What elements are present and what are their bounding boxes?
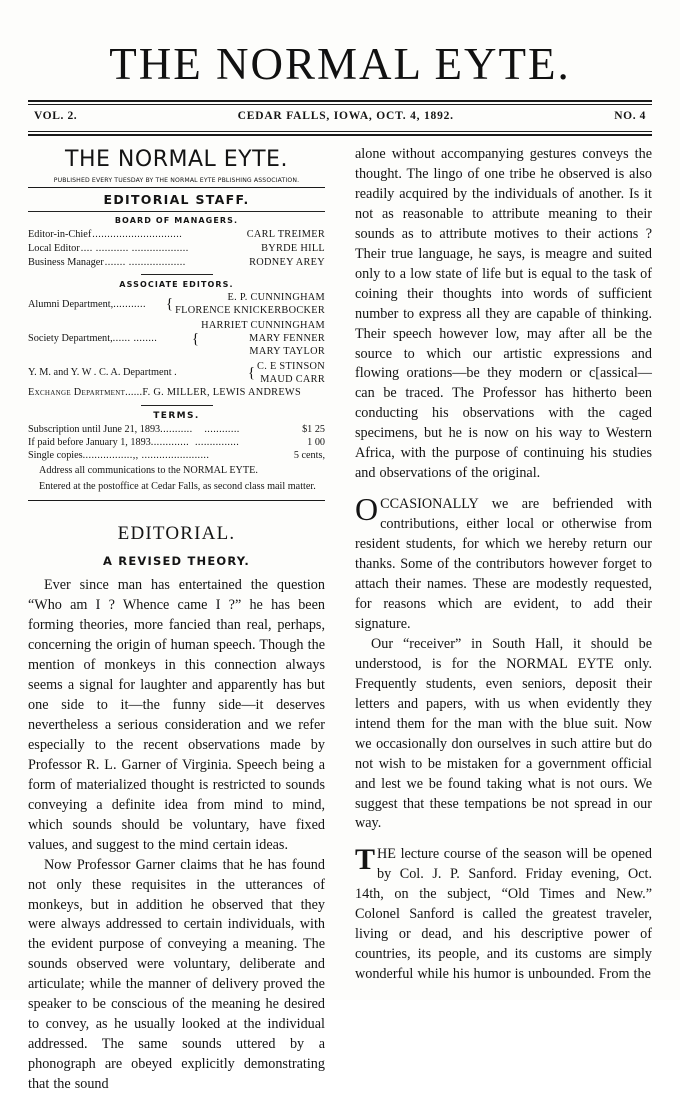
leader-dots: .................,, ....................... [82, 450, 210, 462]
associate-divider [141, 274, 213, 275]
associate-name: C. E STINSON [257, 361, 325, 373]
occasionally-paragraph [355, 491, 652, 635]
staff-row [28, 256, 325, 270]
staff-row [28, 242, 325, 256]
staff-divider [28, 211, 325, 212]
brace-icon: { [247, 365, 256, 382]
associate-name: MARY TAYLOR [249, 345, 325, 357]
leader-dots: .... ........... ................... [80, 242, 189, 254]
issue-line [28, 105, 652, 127]
terms-label: Single copies [28, 450, 83, 462]
associate-role: Alumni Department, [28, 298, 114, 310]
staff-role: Business Manager [28, 256, 104, 268]
staff-name: BYRDE HILL [261, 242, 325, 254]
address-note [28, 464, 325, 477]
brace-icon: { [165, 296, 174, 313]
article-paragraph: Ever since man has entertained the question “Who am I ? Whence came I ?” he has been forming theories, more fancied than real, perhaps, concerning the origin of human speech. Though the mention of monkeys in this connection always seems a signal for laughter and apparently has but one side to it—the funny side—it deserves nevertheless a serious consideration and we refer especially to the recent observations made by Professor R. L. Garner of Virginia. Speech being a form of materialized thought is restricted to sounds conveying a definite idea from mind to mind, which sounds should be voluntary, have fixed values, and suggest to the mind certain ideas. [28, 577, 325, 853]
terms-price: $1 25 [302, 423, 325, 435]
flag-title: THE NORMAL EYTE. [65, 147, 288, 172]
flag-divider [28, 187, 325, 188]
terms-row [28, 423, 325, 436]
right-column [340, 145, 652, 1005]
leader-dots: ....... ................... [104, 256, 186, 268]
staff-name: RODNEY AREY [249, 256, 325, 268]
staff-role: Local Editor [28, 242, 80, 254]
occasionally-text: we are befriended with contributions, either local or otherwise from resident students, for which we hereby return our thanks. Some of the contributors however forget to attach their names. These are modestly requested, for reasons which are evident, to add their signature. [355, 496, 652, 632]
associate-row [28, 320, 325, 358]
place-and-date: CEDAR FALLS, IOWA, OCT. 4, 1892. [237, 110, 454, 122]
terms-price: 5 cents, [293, 450, 325, 462]
article-continuation-paragraph: alone without accompanying gestures conveys the thought. The lingo of one tribe he observed is also readily acquired by the individuals of another. Is it not as reasonable to attribute meaning to their sounds as to attribute motives to their actions ? Their true language, he says, is meagre and suited only to a low state of life but is equal to the task of coining their thoughts into words of sufficient number to express all they are capable of thinking. Their speech however low, may after all be the source to which our artistic expressions and flowing orations—be they modern or c[assical—can be traced. The Professor has hitherto been conducting his observations with the caged specimens, but he is now on his way to Western Africa, with the purpose of continuing his studies and observations of the original. [355, 146, 652, 482]
masthead-box-bottom-rule [28, 500, 325, 501]
issue-number: NO. 4 [614, 110, 646, 122]
staff-name: CARL TREIMER [246, 229, 325, 240]
terms-heading: TERMS. [153, 410, 200, 421]
dropcap-t: T [355, 843, 376, 877]
associate-role: Society Department, [28, 332, 113, 344]
lecture-lead: HE [377, 846, 396, 863]
left-column [28, 145, 340, 1093]
terms-divider [141, 405, 213, 406]
lecture-course-paragraph [355, 845, 652, 985]
staff-row [28, 228, 325, 242]
entered-note-text: Entered at the postoffice at Cedar Falls, as second class mail matter. [39, 480, 316, 492]
associate-row [28, 361, 325, 386]
dropcap-o: O [355, 491, 379, 528]
terms-row [28, 436, 325, 449]
terms-label: Subscription until June 21, 1893 [28, 423, 161, 435]
article-paragraph: Now Professor Garner claims that he has found not only these requisites in the utterances of monkeys, but in addition he observed that they were always addressed to certain individuals, with the evident purpose of conveying a meaning. The sounds observed were voluntary, deliberate and articulate; while the manner of delivery proved the speaker to be conscious of the meaning he desired to convey, as he usually looked at the individual addressed. The same sounds uttered by a phonograph are obeyed explicitly demonstrating that the sound [28, 856, 325, 1093]
receiver-paragraph: Our “receiver” in South Hall, it should be understood, is for the NORMAL EYTE only. Frequently students, even seniors, deposit their letters and papers, with us when evidently they intend them for the man with the blue suit. Now we occasionally don ourselves in such attire but do not wish to be mistaken for a government official and lest we be found taking what is not ours. We suggest that these tempations be not spread in our way. [355, 635, 652, 832]
editorial-heading: EDITORIAL. [117, 523, 236, 545]
terms-label: If paid before January 1, 1893 [28, 436, 151, 448]
brace-icon: { [191, 330, 200, 347]
flag-tagline: PUBLISHED EVERY TUESDAY BY THE NORMAL EYTE PBLISHING ASSOCIATION. [53, 176, 300, 184]
leader-dots: ........... ............ [160, 423, 240, 435]
column-container [28, 145, 652, 1093]
leader-dots: ...... ........ [112, 332, 158, 344]
terms-price: 1 00 [307, 436, 325, 448]
entered-note [28, 480, 325, 493]
leader-dots: .............................. [92, 229, 183, 240]
associate-names [257, 361, 325, 386]
leader-dots [177, 367, 246, 380]
occasionally-lead: CCASIONALLY [380, 496, 479, 513]
editorial-staff-heading: EDITORIAL STAFF. [103, 192, 250, 207]
leader-dots: ............. ............... [150, 436, 240, 448]
leader-dots: ........... [113, 298, 146, 310]
associate-names [175, 292, 325, 317]
associate-role: Y. M. and Y. W . C. A. Department . [28, 367, 177, 379]
masthead-title: THE NORMAL EYTE. [109, 39, 571, 89]
associate-name: MAUD CARR [260, 373, 325, 385]
editorial-subheading: A REVISED THEORY. [102, 554, 250, 569]
board-of-managers-heading: BOARD OF MANAGERS. [114, 216, 239, 225]
lecture-text: lecture course of the season will be opened by Col. J. P. Sanford. Friday evening, Oct. 14th, on the subject, “Old Times and New.” Colonel Sanford is called the greatest traveler, living or dead, and his descriptive power of countries, its people, and its customs are simply wonderful while his humor is unbounded. From the [355, 846, 652, 983]
terms-row [28, 449, 325, 462]
associate-row [28, 292, 325, 317]
staff-role: Editor-in-Chief [28, 229, 92, 240]
associate-names [201, 320, 325, 358]
associate-name: E. P. CUNNINGHAM [227, 292, 325, 304]
associate-name: HARRIET CUNNINGHAM [201, 320, 325, 332]
associate-editors-heading: ASSOCIATE EDITORS. [119, 280, 234, 290]
associate-name: MARY FENNER [249, 333, 325, 345]
masthead-rule-bottom [28, 131, 652, 136]
exchange-department-row: Exchange Department......F. G. MILLER, LEWIS ANDREWS [28, 387, 301, 399]
volume-label: VOL. 2. [34, 110, 78, 122]
associate-name: FLORENCE KNICKERBOCKER [175, 304, 325, 316]
address-note-text: Address all communications to the NORMAL EYTE. [39, 465, 258, 477]
